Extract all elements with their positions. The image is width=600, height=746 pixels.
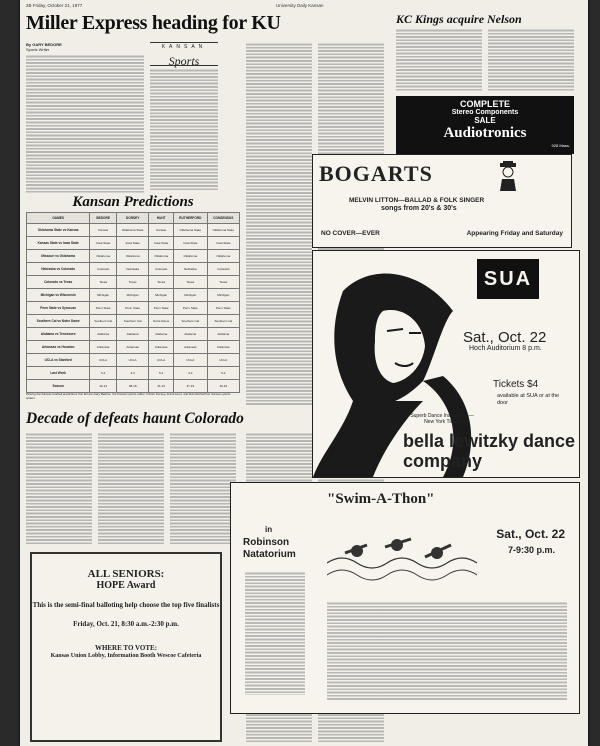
prediction-cell: Texas (116, 276, 148, 289)
dance-date: Sat., Oct. 22 (463, 329, 547, 346)
prediction-cell: Arkansas (174, 341, 208, 354)
game-name-cell: Nebraska vs Colorado (27, 263, 90, 276)
prediction-cell: Texas (174, 276, 208, 289)
predictions-column-header: HUNT (149, 213, 174, 224)
dance-quote: Superb Dance Instrument —New York Times (410, 413, 474, 425)
prediction-cell: UCLA (149, 354, 174, 367)
article-text (396, 28, 482, 92)
swim-a-thon-ad (230, 482, 580, 714)
predictions-title: Kansan Predictions (72, 194, 194, 210)
game-name-cell: Michigan vs Wisconsin (27, 289, 90, 302)
table-row (27, 328, 240, 341)
prediction-cell: Iowa State (207, 237, 239, 250)
prediction-cell: 42-14 (90, 380, 117, 393)
prediction-cell: Arkansas (116, 341, 148, 354)
prediction-cell: Southern Cal (207, 315, 239, 328)
dance-company-name: bella lewitzky dance company (403, 431, 576, 471)
audiotronics-ad (396, 96, 574, 154)
hope-line-2: HOPE Award (96, 580, 156, 591)
article-text (98, 432, 164, 544)
table-row (27, 354, 240, 367)
prediction-cell: UCLA (90, 354, 117, 367)
bogarts-when: Appearing Friday and Saturday (466, 230, 563, 237)
bogarts-ad (312, 154, 572, 248)
prediction-cell: Southern Cal (174, 315, 208, 328)
hope-line-6: Kansas Union Lobby, Information Booth Wescoe Cafeteria (50, 653, 202, 659)
table-row (27, 289, 240, 302)
prediction-cell: Oklahoma State (207, 224, 239, 237)
prediction-cell: Texas (207, 276, 239, 289)
game-name-cell: Season (27, 380, 90, 393)
audio-line-1: COMPLETE (459, 99, 510, 109)
prediction-cell: Colorado (90, 263, 117, 276)
article-text (26, 432, 92, 544)
prediction-cell: Alabama (207, 328, 239, 341)
prediction-cell: Michigan (207, 289, 239, 302)
prediction-cell: 40-16 (207, 380, 239, 393)
prediction-cell: 37-19 (174, 380, 208, 393)
main-headline: Miller Express heading for KU (26, 12, 281, 34)
table-row (27, 276, 240, 289)
audio-address: 928 Mass. (551, 143, 570, 148)
table-row (27, 302, 240, 315)
table-row (27, 380, 240, 393)
game-name-cell: Arkansas vs Houston (27, 341, 90, 354)
prediction-cell: Michigan (174, 289, 208, 302)
section-flag (150, 42, 218, 66)
bogarts-name: BOGARTS (319, 161, 433, 186)
swim-title: "Swim-A-Thon" (327, 491, 435, 507)
prediction-cell: Colorado (207, 263, 239, 276)
prediction-cell: Notre Dame (149, 315, 174, 328)
table-row (27, 367, 240, 380)
hope-award-ad (30, 552, 222, 742)
article-text (150, 68, 218, 190)
prediction-cell: Iowa State (174, 237, 208, 250)
predictions-header-row (27, 213, 240, 224)
prediction-cell: Arkansas (207, 341, 239, 354)
prediction-cell: UCLA (207, 354, 239, 367)
section-flag-top: KANSAN (161, 44, 207, 50)
dance-tickets: Tickets $4 (493, 379, 539, 390)
hope-line-4: Friday, Oct. 21, 8:30 a.m.-2:30 p.m. (73, 620, 179, 628)
audio-line-4: Audiotronics (443, 125, 527, 141)
prediction-cell: Penn State (90, 302, 117, 315)
article-text (170, 432, 236, 544)
table-row (27, 341, 240, 354)
article-text (246, 42, 312, 406)
section-flag-bottom: Sports (168, 54, 200, 68)
swim-in: in (265, 525, 273, 534)
table-row (27, 263, 240, 276)
prediction-cell: Texas (90, 276, 117, 289)
game-name-cell: Penn State vs Syracuse (27, 302, 90, 315)
table-row (27, 237, 240, 250)
hope-line-1: ALL SENIORS: (87, 568, 165, 580)
decade-headline: Decade of defeats haunt Colorado (26, 410, 244, 427)
main-story-col-1 (26, 42, 144, 194)
dance-company-ad (312, 250, 580, 478)
prediction-cell: Oklahoma (90, 250, 117, 263)
game-name-cell: UCLA vs Stanford (27, 354, 90, 367)
sua-logo: SUA (477, 259, 539, 299)
bogarts-performer: MELVIN LITTON—BALLAD & FOLK SINGER (349, 197, 485, 204)
prediction-cell: Penn State (116, 302, 148, 315)
swim-ad-text (327, 601, 567, 701)
prediction-cell: 4-3 (116, 367, 148, 380)
game-name-cell: Oklahoma State vs Kansas (27, 224, 90, 237)
predictions-table (26, 212, 240, 393)
game-name-cell: Alabama vs Tennessee (27, 328, 90, 341)
prediction-cell: Oklahoma (174, 250, 208, 263)
prediction-cell: Oklahoma (207, 250, 239, 263)
game-name-cell: Kansas State vs Iowa State (27, 237, 90, 250)
swim-time: 7-9:30 p.m. (507, 545, 555, 555)
swimmers-illustration (327, 523, 477, 593)
prediction-cell: Oklahoma (116, 250, 148, 263)
prediction-cell: 4-3 (174, 367, 208, 380)
prediction-cell: Alabama (174, 328, 208, 341)
prediction-cell: Michigan (149, 289, 174, 302)
byline-title: Sports Writer (26, 47, 50, 52)
prediction-cell: Alabama (116, 328, 148, 341)
byline: By GARY BEDORE (26, 42, 62, 47)
prediction-cell: Oklahoma State (116, 224, 148, 237)
prediction-cell: Nebraska (174, 263, 208, 276)
prediction-cell: Kansas (90, 224, 117, 237)
prediction-cell: Colorado (149, 263, 174, 276)
game-name-cell: Colorado vs Texas (27, 276, 90, 289)
predictions-body (27, 224, 240, 393)
prediction-cell: Iowa State (149, 237, 174, 250)
dance-availability: available at SUA or at the door (497, 393, 560, 406)
prediction-cell: 5-2 (149, 367, 174, 380)
predictions-caption: Picking the Kansas football predictions this fall are Gary Bedore, the Kansan sports editor; Chuck Dorsey, Frank Hunt, and Dan Rutherford, Kansan sports writers. (26, 392, 231, 400)
predictions-column-header: DORSEY (116, 213, 148, 224)
prediction-cell: Michigan (116, 289, 148, 302)
prediction-cell: Kansas (149, 224, 174, 237)
predictions-column-header: BEDORE (90, 213, 117, 224)
audio-line-2: Stereo Components (451, 109, 519, 116)
prediction-cell: Oklahoma State (174, 224, 208, 237)
prediction-cell: Michigan (90, 289, 117, 302)
kc-headline: KC Kings acquire Nelson (396, 12, 522, 26)
prediction-cell: Arkansas (90, 341, 117, 354)
table-row (27, 250, 240, 263)
prediction-cell: Nebraska (116, 263, 148, 276)
prediction-cell: 41-15 (149, 380, 174, 393)
prediction-cell: Penn State (207, 302, 239, 315)
newspaper-page (20, 0, 588, 746)
page-info: 2B Friday, October 21, 1977 (26, 3, 83, 8)
prediction-cell: Oklahoma (149, 250, 174, 263)
predictions-column-header: GAMES (27, 213, 90, 224)
bogarts-cover: NO COVER—EVER (321, 230, 380, 237)
game-name-cell: Southern Cal vs Notre Dame (27, 315, 90, 328)
audio-line-3: SALE (474, 116, 496, 125)
prediction-cell: Penn State (174, 302, 208, 315)
sponsor-list (245, 571, 305, 695)
table-row (27, 224, 240, 237)
game-name-cell: Missouri vs Oklahoma (27, 250, 90, 263)
hope-line-3: This is the semi-final balloting help choose the top five finalists (32, 601, 220, 609)
prediction-cell: 5-2 (207, 367, 239, 380)
prediction-cell: Southern Cal (90, 315, 117, 328)
game-name-cell: Last Week (27, 367, 90, 380)
article-text (488, 28, 574, 92)
prediction-cell: Iowa State (90, 237, 117, 250)
prediction-cell: Southern Cal (116, 315, 148, 328)
singer-icon (497, 161, 519, 191)
predictions-column-header: CONSENSUS (207, 213, 239, 224)
swim-date: Sat., Oct. 22 (496, 527, 565, 541)
dance-place: Hoch Auditorium 8 p.m. (469, 345, 542, 352)
prediction-cell: Alabama (149, 328, 174, 341)
prediction-cell: Texas (149, 276, 174, 289)
table-row (27, 315, 240, 328)
prediction-cell: Penn State (149, 302, 174, 315)
hope-line-5: WHERE TO VOTE: (94, 644, 158, 652)
swim-venue: Robinson Natatorium (243, 537, 296, 560)
prediction-cell: Arkansas (149, 341, 174, 354)
prediction-cell: Iowa State (116, 237, 148, 250)
paper-name: University Daily Kansan (276, 3, 324, 8)
bogarts-songs: songs from 20's & 30's (381, 205, 457, 212)
prediction-cell: Alabama (90, 328, 117, 341)
article-text (26, 54, 144, 194)
prediction-cell: UCLA (116, 354, 148, 367)
prediction-cell: 38-18 (116, 380, 148, 393)
prediction-cell: 5-2 (90, 367, 117, 380)
predictions-column-header: RUTHERFORD (174, 213, 208, 224)
prediction-cell: UCLA (174, 354, 208, 367)
